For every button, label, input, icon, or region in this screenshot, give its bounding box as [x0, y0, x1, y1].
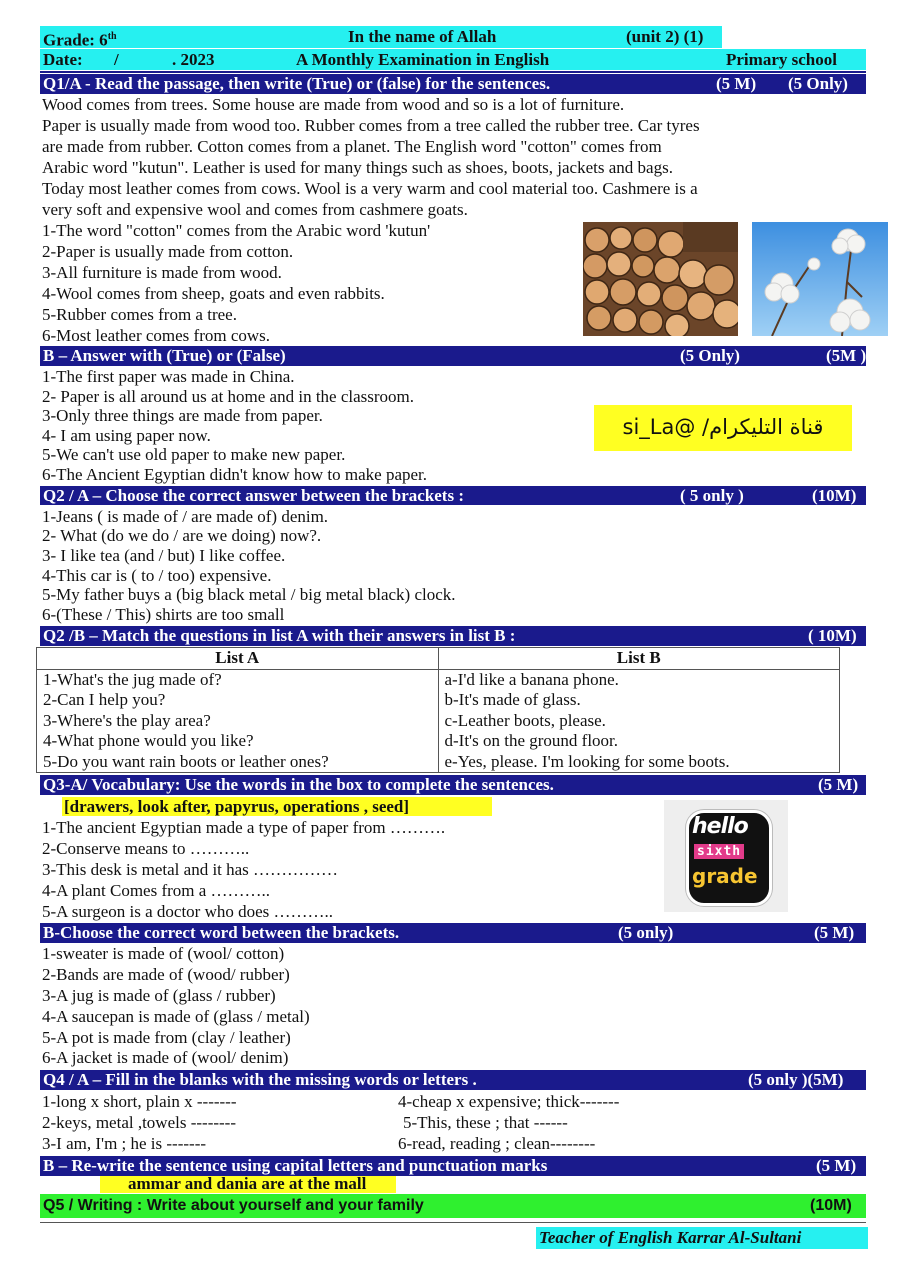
q1a-item: 2-Paper is usually made from cotton. [42, 242, 294, 261]
header-row-2 [40, 49, 866, 70]
q1a-heading-bar [40, 74, 866, 94]
q1b-heading-bar [40, 346, 866, 366]
q2b-marks: ( 10M) [808, 626, 857, 645]
q4b-marks: (5 M) [816, 1156, 857, 1175]
q2a-item: 2- What (do we do / are we doing) now?. [42, 526, 322, 545]
q1a-only: (5 Only) [788, 74, 848, 93]
q2a-item: 1-Jeans ( is made of / are made of) denim. [42, 507, 329, 526]
q1a-item: 3-All furniture is made from wood. [42, 263, 282, 282]
q1b-marks: (5M ) [826, 346, 866, 365]
passage-line: Paper is usually made from wood too. Rubber comes from a tree called the rubber tree. Car tyres [42, 116, 700, 135]
q3a-item: 2-Conserve means to ……….. [42, 839, 250, 858]
word-box-text: [drawers, look after, papyrus, operations , seed] [64, 797, 410, 816]
q1b-item: 3-Only three things are made from paper. [42, 406, 323, 425]
q2a-heading: Q2 / A – Choose the correct answer between the brackets : [43, 486, 464, 505]
table-row [37, 669, 840, 690]
q1a-heading: Q1/A - Read the passage, then write (True) or (false) for the sentences. [43, 74, 551, 93]
q1b-only: (5 Only) [680, 346, 740, 365]
table-row [37, 731, 840, 752]
list-a-item: 3-Where's the play area? [37, 711, 439, 732]
q2b-heading: Q2 /B – Match the questions in list A with their answers in list B : [43, 626, 516, 645]
q3b-item: 2-Bands are made of (wood/ rubber) [42, 965, 290, 984]
q4b-heading-bar [40, 1156, 866, 1176]
q5-heading: Q5 / Writing : Write about yourself and your family [43, 1197, 424, 1214]
q3a-item: 3-This desk is metal and it has …………… [42, 860, 339, 879]
q3a-item: 4-A plant Comes from a ……….. [42, 881, 271, 900]
exam-title: A Monthly Examination in English [296, 50, 550, 69]
q4a-item: 5-This, these ; that ------ [403, 1113, 568, 1132]
q1b-item: 6-The Ancient Egyptian didn't know how to make paper. [42, 465, 428, 484]
list-b-item: d-It's on the ground floor. [438, 731, 840, 752]
q3a-item: 1-The ancient Egyptian made a type of paper from ………. [42, 818, 446, 837]
q2a-item: 3- I like tea (and / but) I like coffee. [42, 546, 286, 565]
hello-sixth-grade-sticker [664, 800, 788, 912]
q2a-item: 6-(These / This) shirts are too small [42, 605, 285, 624]
list-a-item: 5-Do you want rain boots or leather ones? [37, 752, 439, 773]
date-slash: / [114, 50, 119, 69]
q1a-item: 1-The word "cotton" comes from the Arabic word 'kutun' [42, 221, 431, 240]
sticker-hello: hello [692, 814, 748, 839]
table-row [37, 690, 840, 711]
q4a-marks: (5 only )(5M) [748, 1070, 844, 1089]
date-label: Date: [43, 50, 83, 69]
q3a-item: 5-A surgeon is a doctor who does ……….. [42, 902, 334, 921]
list-a-item: 2-Can I help you? [37, 690, 439, 711]
q5-heading-bar [40, 1194, 866, 1218]
q2a-item: 4-This car is ( to / too) expensive. [42, 566, 272, 585]
q3b-heading: B-Choose the correct word between the brackets. [43, 923, 400, 942]
q4a-heading: Q4 / A – Fill in the blanks with the missing words or letters . [43, 1070, 477, 1089]
q2b-heading-bar [40, 626, 866, 646]
q4a-item: 6-read, reading ; clean-------- [398, 1134, 596, 1153]
q4a-item: 1-long x short, plain x ------- [42, 1092, 237, 1111]
q5-marks: (10M) [810, 1197, 852, 1214]
q3b-marks: (5 M) [814, 923, 855, 942]
q1b-item: 4- I am using paper now. [42, 426, 211, 445]
passage-line: very soft and expensive wool and comes from cashmere goats. [42, 200, 468, 219]
q3b-item: 5-A pot is made from (clay / leather) [42, 1028, 291, 1047]
sticker-sixth: sixth [694, 844, 744, 859]
passage-line: Arabic word "kutun". Leather is used for many things such as shoes, boots, jackets and bags. [42, 158, 673, 177]
word-box [62, 797, 492, 816]
q2a-marks: (10M) [812, 486, 857, 505]
list-a-title: List A [37, 648, 439, 670]
match-table [36, 647, 840, 773]
table-row [37, 711, 840, 732]
list-a-item: 1-What's the jug made of? [37, 669, 439, 690]
q3b-only: (5 only) [618, 923, 674, 942]
q3b-item: 1-sweater is made of (wool/ cotton) [42, 944, 285, 963]
q2a-heading-bar [40, 486, 866, 505]
list-b-item: a-I'd like a banana phone. [438, 669, 840, 690]
q1a-item: 4-Wool comes from sheep, goats and even rabbits. [42, 284, 385, 303]
q1a-item: 6-Most leather comes from cows. [42, 326, 271, 345]
q3a-marks: (5 M) [818, 775, 859, 794]
telegram-channel-text: قناة التليكرام/ @si_La [622, 415, 824, 439]
sticker-grade: grade [692, 864, 758, 888]
q3b-heading-bar [40, 923, 866, 943]
rewrite-sentence-box [100, 1176, 396, 1193]
list-b-item: b-It's made of glass. [438, 690, 840, 711]
list-b-item: e-Yes, please. I'm looking for some boots. [438, 752, 840, 773]
passage-line: Today most leather comes from cows. Wool is a very warm and cool material too. Cashmere is a [42, 179, 698, 198]
q2a-item: 5-My father buys a (big black metal / big metal black) clock. [42, 585, 456, 604]
q1b-heading: B – Answer with (True) or (False) [43, 346, 286, 365]
header-row-1 [40, 26, 722, 48]
q3b-item: 4-A saucepan is made of (glass / metal) [42, 1007, 310, 1026]
q1a-item: 5-Rubber comes from a tree. [42, 305, 237, 324]
q1b-item: 5-We can't use old paper to make new paper. [42, 445, 346, 464]
wood-logs-image [583, 222, 738, 336]
list-b-title: List B [438, 648, 840, 670]
q4b-heading: B – Re-write the sentence using capital letters and punctuation marks [43, 1156, 548, 1175]
q1b-item: 2- Paper is all around us at home and in the classroom. [42, 387, 415, 406]
q1b-item: 1-The first paper was made in China. [42, 367, 295, 386]
divider [40, 1222, 866, 1223]
q4a-item: 4-cheap x expensive; thick------- [398, 1092, 620, 1111]
teacher-footer [536, 1227, 868, 1249]
passage-line: Wood comes from trees. Some house are made from wood and so is a lot of furniture. [42, 95, 625, 114]
divider [40, 71, 866, 73]
q3b-item: 3-A jug is made of (glass / rubber) [42, 986, 276, 1005]
q4a-item: 3-I am, I'm ; he is ------- [42, 1134, 207, 1153]
table-row [37, 752, 840, 773]
passage-line: are made from rubber. Cotton comes from a planet. The English word "cotton" comes from [42, 137, 662, 156]
q1a-marks: (5 M) [716, 74, 757, 93]
q2a-only: ( 5 only ) [680, 486, 744, 505]
grade-label: Grade: 6th [43, 30, 117, 48]
q3a-heading: Q3-A/ Vocabulary: Use the words in the box to complete the sentences. [43, 775, 554, 794]
header-title: In the name of Allah [348, 27, 497, 46]
q3b-item: 6-A jacket is made of (wool/ denim) [42, 1048, 289, 1067]
teacher-name: Teacher of English Karrar Al-Sultani [539, 1228, 802, 1247]
q3a-heading-bar [40, 775, 866, 795]
list-a-item: 4-What phone would you like? [37, 731, 439, 752]
q4a-heading-bar [40, 1070, 866, 1090]
rewrite-sentence: ammar and dania are at the mall [128, 1174, 367, 1193]
q4a-item: 2-keys, metal ,towels -------- [42, 1113, 237, 1132]
school-label: Primary school [726, 50, 837, 69]
list-b-item: c-Leather boots, please. [438, 711, 840, 732]
telegram-channel-banner [594, 405, 852, 451]
unit-label: (unit 2) (1) [626, 27, 704, 46]
cotton-plant-image [752, 222, 888, 336]
date-year: . 2023 [172, 50, 215, 69]
